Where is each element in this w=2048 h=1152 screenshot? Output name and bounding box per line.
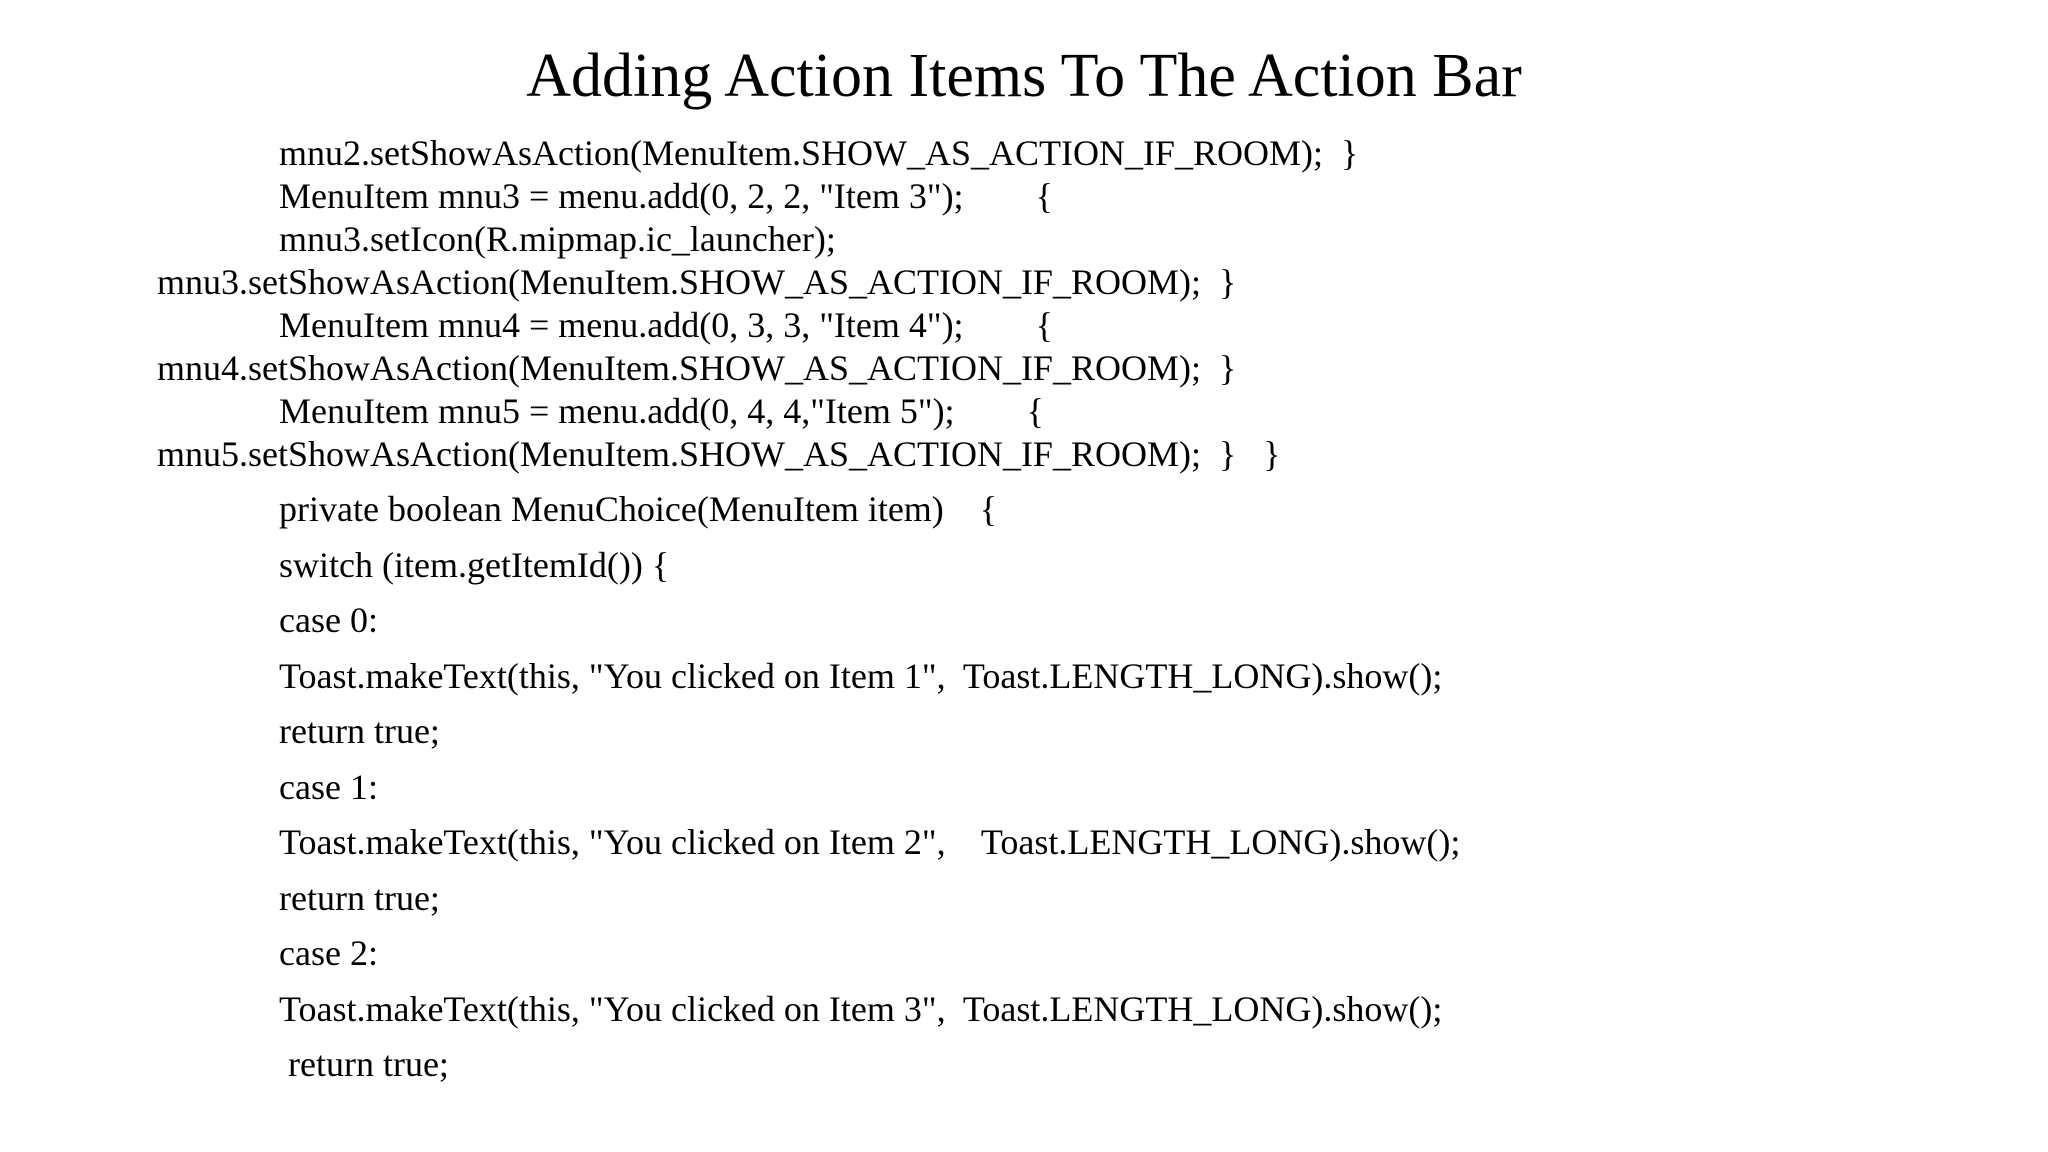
code-line: mnu4.setShowAsAction(MenuItem.SHOW_AS_ACTION_IF_ROOM); } [157,348,1237,388]
code-line: private boolean MenuChoice(MenuItem item) { [279,489,998,529]
code-line: case 0: [279,600,378,640]
code-line: return true; [279,1044,449,1084]
code-line: MenuItem mnu5 = menu.add(0, 4, 4,"Item 5"); { [279,391,1044,431]
code-line: MenuItem mnu3 = menu.add(0, 2, 2, "Item 3"); { [279,176,1053,216]
code-line: Toast.makeText(this, "You clicked on Item 3", Toast.LENGTH_LONG).show(); [279,989,1443,1029]
code-line: switch (item.getItemId()) { [279,545,670,585]
code-line: case 2: [279,933,378,973]
code-line: mnu5.setShowAsAction(MenuItem.SHOW_AS_ACTION_IF_ROOM); } } [157,434,1281,474]
slide-title: Adding Action Items To The Action Bar [526,42,1522,110]
code-line: Toast.makeText(this, "You clicked on Item 2", Toast.LENGTH_LONG).show(); [279,822,1461,862]
code-line: mnu3.setShowAsAction(MenuItem.SHOW_AS_ACTION_IF_ROOM); } [157,262,1237,302]
code-line: return true; [279,711,440,751]
code-line: Toast.makeText(this, "You clicked on Item 1", Toast.LENGTH_LONG).show(); [279,656,1443,696]
code-line: mnu2.setShowAsAction(MenuItem.SHOW_AS_ACTION_IF_ROOM); } [279,133,1359,173]
code-line: return true; [279,878,440,918]
code-line: case 1: [279,767,378,807]
code-line: mnu3.setIcon(R.mipmap.ic_launcher); [279,219,836,259]
code-line: MenuItem mnu4 = menu.add(0, 3, 3, "Item 4"); { [279,305,1053,345]
